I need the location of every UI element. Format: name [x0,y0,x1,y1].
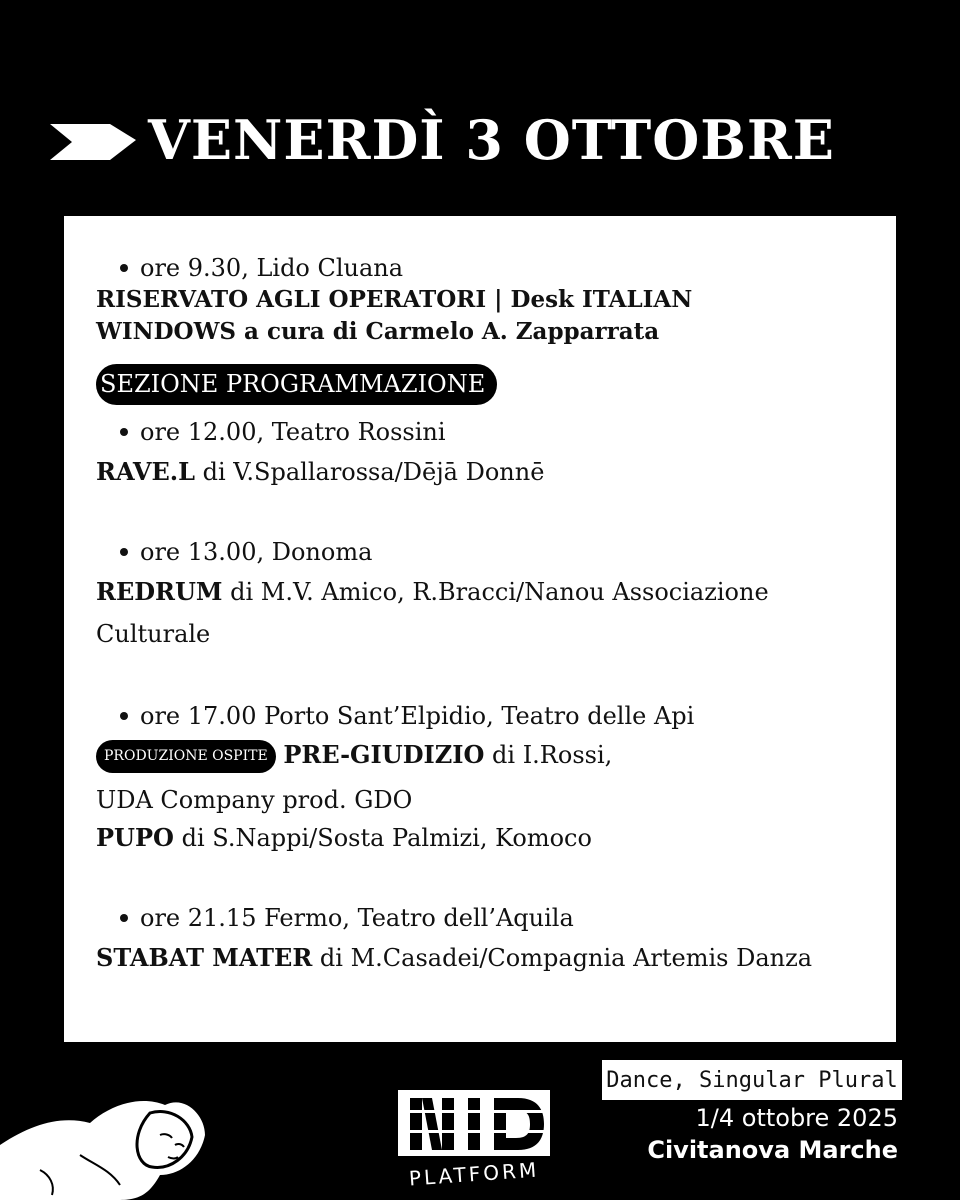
event-line [96,578,769,607]
event-credits: di V.Spallarossa/Dējā Donnē [202,458,545,486]
bullet-icon [120,712,128,720]
header [50,100,835,180]
event-title: WINDOWS a cura di Carmelo A. Zapparrata [96,318,660,345]
event-title: RAVE.L [96,457,195,486]
bullet-icon [120,548,128,556]
bullet-icon [120,914,128,922]
logo-subtitle: PLATFORM [408,1157,540,1191]
event-dates: 1/4 ottobre 2025 [695,1104,898,1132]
bullet-icon [120,264,128,272]
event-city: Civitanova Marche [647,1136,898,1164]
event-line [96,458,544,487]
event-title: REDRUM [96,577,223,606]
event-time-place: ore 21.15 Fermo, Teatro dell’Aquila [96,904,574,933]
dancer-illustration [0,1075,250,1200]
page-title: VENERDÌ 3 OTTOBRE [148,108,835,172]
event-title: STABAT MATER [96,943,313,972]
guest-production-badge: PRODUZIONE OSPITE [96,740,276,773]
event-credits: di S.Nappi/Sosta Palmizi, Komoco [181,824,592,852]
event-line [96,944,812,973]
event-line [96,740,612,773]
event-title: PRE-GIUDIZIO [283,739,485,769]
event-credits: di M.V. Amico, R.Bracci/Nanou Associazione [230,578,769,606]
event-time-place: ore 9.30, Lido Cluana [96,254,403,283]
nid-logo [398,1090,550,1190]
bullet-icon [120,428,128,436]
schedule-panel [64,216,896,1042]
event-time-place: ore 17.00 Porto Sant’Elpidio, Teatro delle Api [96,702,694,731]
section-pill: SEZIONE PROGRAMMAZIONE [96,364,497,405]
event-credits: UDA Company prod. GDO [96,786,413,814]
event-title: RISERVATO AGLI OPERATORI | Desk ITALIAN [96,286,693,313]
tagline: Dance, Singular Plural [602,1060,902,1100]
event-line [96,824,592,853]
event-time-place: ore 13.00, Donoma [96,538,372,567]
nid-logo-mark [398,1090,550,1160]
event-credits: di M.Casadei/Compagnia Artemis Danza [319,944,813,972]
event-credits: Culturale [96,620,211,648]
event-credits: di I.Rossi, [492,740,613,769]
chevron-arrow-icon [50,116,136,164]
event-time-place: ore 12.00, Teatro Rossini [96,418,446,447]
event-title: PUPO [96,823,174,852]
section-label [96,364,497,405]
